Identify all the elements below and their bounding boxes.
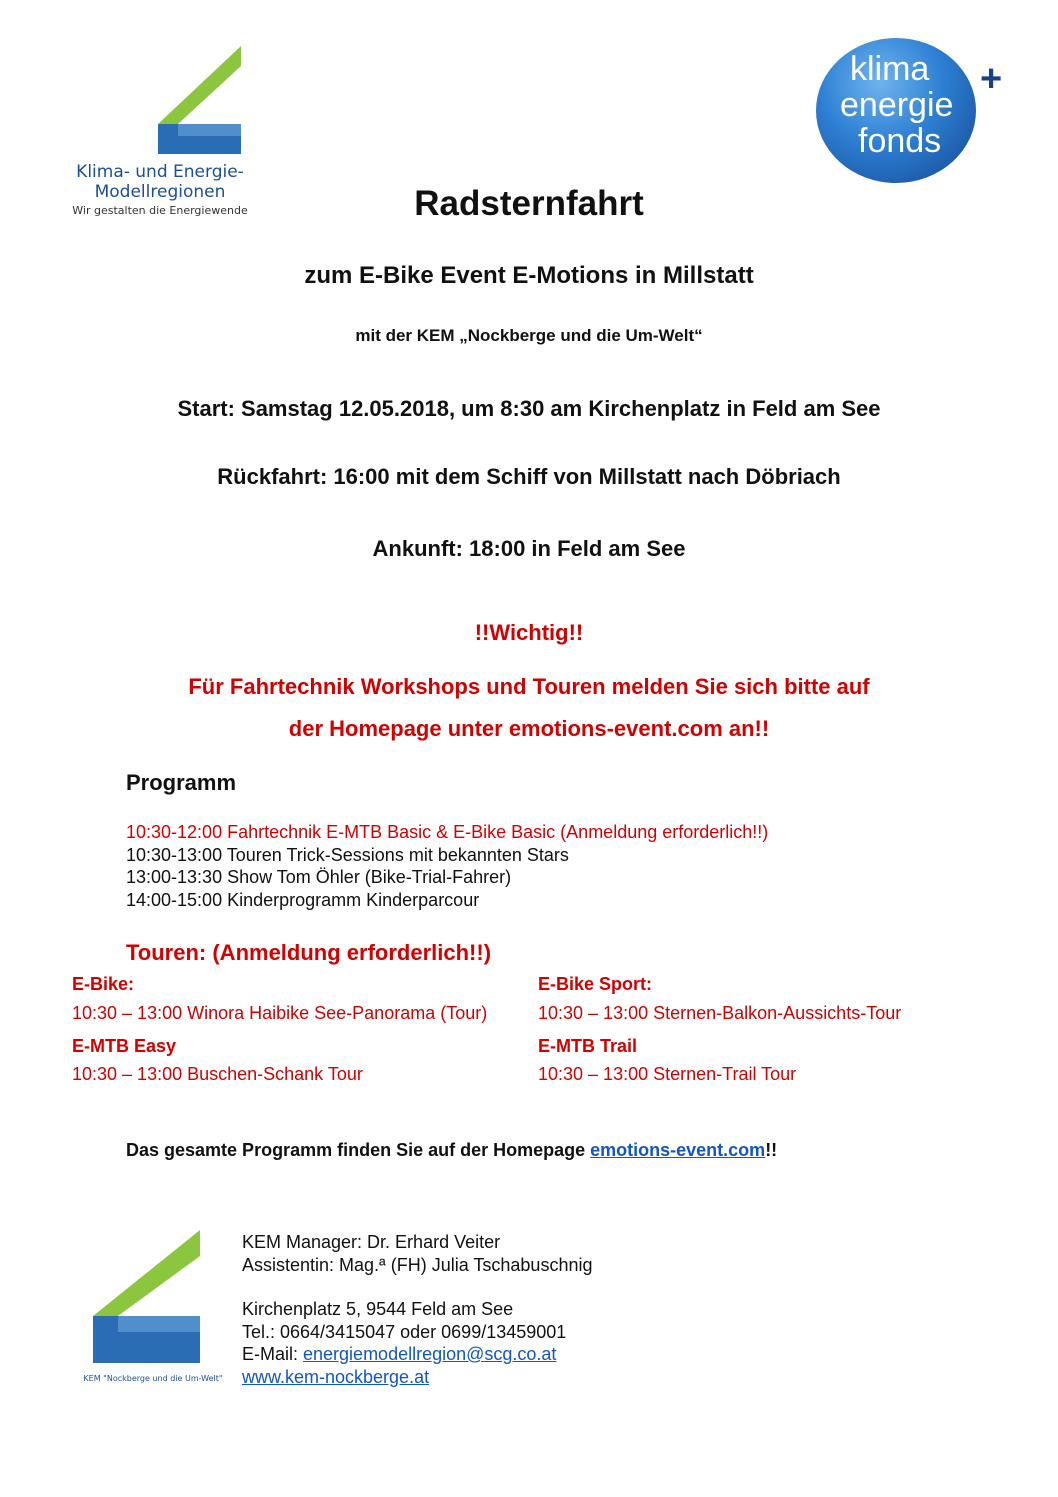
kem-logo-bottom xyxy=(78,1228,228,1388)
subtitle: zum E-Bike Event E-Motions in Millstatt xyxy=(304,262,754,289)
contact-block xyxy=(242,1231,762,1388)
homepage-note xyxy=(126,1140,777,1161)
subtitle-organizer: mit der KEM „Nockberge und die Um-Welt“ xyxy=(355,326,703,345)
kem-logo-line1: Klima- und Energie- xyxy=(76,162,244,182)
tour-title-ebike-sport: E-Bike Sport: xyxy=(538,974,653,994)
tour-line-emtb-trail: 10:30 – 13:00 Sternen-Trail Tour xyxy=(538,1064,797,1084)
homepage-link[interactable]: emotions-event.com xyxy=(590,1140,766,1160)
kef-line3: fonds xyxy=(858,122,942,160)
program-list xyxy=(126,821,986,911)
important-heading: !!Wichtig!! xyxy=(474,620,584,645)
list-item: 13:00-13:30 Show Tom Öhler (Bike-Trial-Fahrer) xyxy=(126,867,512,887)
list-item: 10:30-12:00 Fahrtechnik E-MTB Basic & E-Bike Basic (Anmeldung erforderlich!!) xyxy=(126,822,769,842)
homepage-note-suffix: !! xyxy=(765,1140,778,1160)
important-line2: der Homepage unter emotions-event.com an!! xyxy=(288,716,770,741)
kef-line1: klima xyxy=(850,50,930,88)
kem-logo-line2: Modellregionen xyxy=(94,182,226,202)
kem-logo-bottom-mark-icon xyxy=(78,1228,228,1368)
kef-line2: energie xyxy=(840,86,954,124)
contact-website-link[interactable]: www.kem-nockberge.at xyxy=(242,1366,430,1387)
klima-energie-fonds-logo xyxy=(812,38,1012,188)
homepage-note-text: Das gesamte Programm finden Sie auf der Homepage xyxy=(126,1140,591,1160)
contact-email-label: E-Mail: xyxy=(242,1344,304,1364)
contact-phone: Tel.: 0664/3415047 oder 0699/13459001 xyxy=(242,1321,567,1342)
contact-email-row xyxy=(242,1343,762,1366)
page-title: Radsternfahrt xyxy=(414,184,644,223)
kem-logo-mark-icon xyxy=(58,44,258,154)
contact-address: Kirchenplatz 5, 9544 Feld am See xyxy=(242,1299,514,1319)
contact-assistant: Assistentin: Mag.ª (FH) Julia Tschabuschnig xyxy=(242,1254,593,1275)
important-line1: Für Fahrtechnik Workshops und Touren melden Sie sich bitte auf xyxy=(188,674,870,699)
tour-title-emtb-easy: E-MTB Easy xyxy=(72,1036,177,1056)
start-info: Start: Samstag 12.05.2018, um 8:30 am Kirchenplatz in Feld am See xyxy=(177,396,881,421)
tour-line-ebike: 10:30 – 13:00 Winora Haibike See-Panorama (Tour) xyxy=(72,1003,488,1023)
program-heading: Programm xyxy=(126,770,237,795)
list-item: 14:00-15:00 Kinderprogramm Kinderparcour xyxy=(126,889,480,910)
tours-heading: Touren: (Anmeldung erforderlich!!) xyxy=(126,940,492,965)
list-item: 10:30-13:00 Touren Trick-Sessions mit bekannten Stars xyxy=(126,844,569,865)
return-info: Rückfahrt: 16:00 mit dem Schiff von Millstatt nach Döbriach xyxy=(217,464,841,489)
tour-line-emtb-easy: 10:30 – 13:00 Buschen-Schank Tour xyxy=(72,1064,363,1084)
arrival-info: Ankunft: 18:00 in Feld am See xyxy=(372,536,686,561)
tour-line-ebike-sport: 10:30 – 13:00 Sternen-Balkon-Aussichts-Tour xyxy=(538,1003,902,1023)
plus-icon: + xyxy=(980,58,1003,100)
kem-logo-bottom-caption: KEM "Nockberge und die Um-Welt" xyxy=(83,1374,223,1383)
contact-manager: KEM Manager: Dr. Erhard Veiter xyxy=(242,1232,501,1252)
tour-title-emtb-trail: E-MTB Trail xyxy=(538,1036,638,1056)
kem-logo-tagline: Wir gestalten die Energiewende xyxy=(72,204,248,217)
contact-email-link[interactable]: energiemodellregion@scg.co.at xyxy=(303,1344,557,1364)
tour-title-ebike: E-Bike: xyxy=(72,974,135,994)
